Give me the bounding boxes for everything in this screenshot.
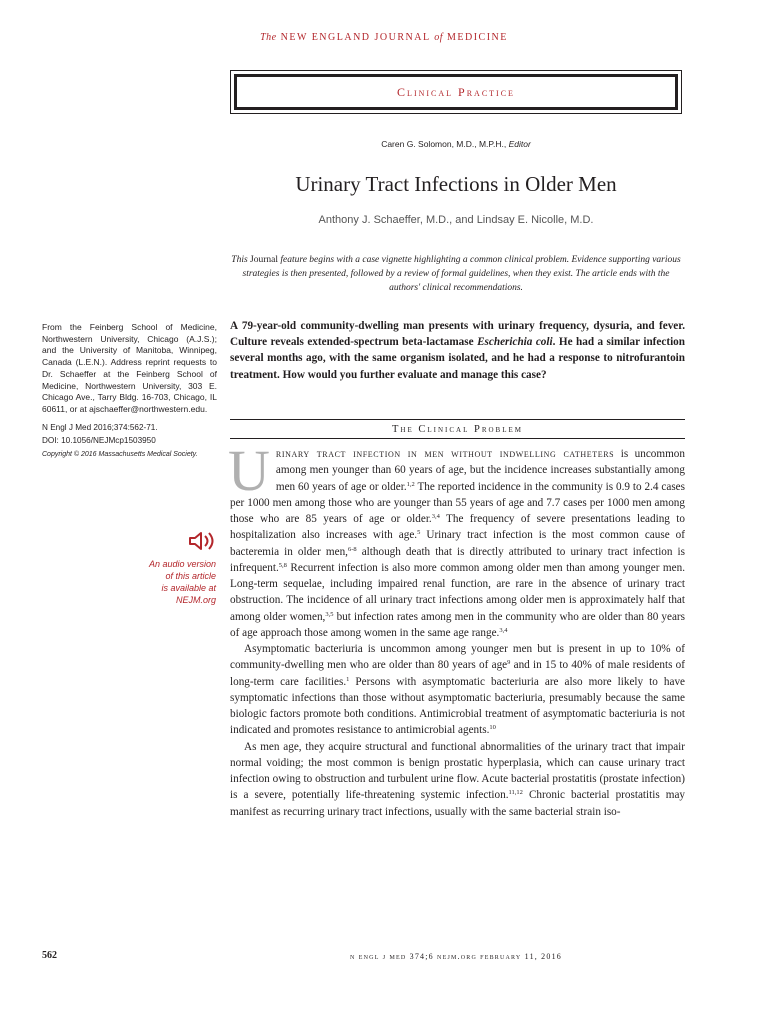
audio-version-link[interactable] xyxy=(110,558,216,606)
audio-text-line: NEJM.org xyxy=(175,595,216,605)
journal-header-the: The xyxy=(260,32,277,43)
body-paragraph xyxy=(230,641,685,739)
body-text: The reported incidence in the community is 0.9 to 2.4 cases per 1000 men among those who are younger than 55 years of age and 7.7 cases per 1000 men among those who are 85 years of age or older. xyxy=(230,480,685,525)
authors: Anthony J. Schaeffer, M.D., and Lindsay E. Nicolle, M.D. xyxy=(318,214,594,226)
doi-link[interactable]: DOI: 10.1056/NEJMcp1503950 xyxy=(42,436,156,446)
feature-note-journal: Journal xyxy=(250,255,278,265)
body-text: and in 15 to 40% of male residents of long-term care facilities. xyxy=(230,659,685,688)
body-text: although death that is directly attributed to urinary tract infection is infrequent. xyxy=(230,545,686,574)
body-text: The frequency of severe presentations leading to hospitalization also increases with age. xyxy=(230,513,685,542)
footer-citation: n engl j med 374;6 nejm.org february 11, 2016 xyxy=(350,952,562,961)
reference-superscript[interactable]: 1 xyxy=(346,675,350,683)
audio-text-line: is available at xyxy=(161,583,216,593)
copyright: Copyright © 2016 Massachusetts Medical Society. xyxy=(42,451,198,459)
journal-header-of: of xyxy=(434,32,443,43)
case-vignette-text: A 79-year-old community-dwelling man presents with urinary frequency, dysuria, and fever. Culture reveals extended-spectrum beta-lactamase xyxy=(230,320,685,349)
journal-header-medicine: MEDICINE xyxy=(447,32,508,43)
body-paragraph xyxy=(230,739,685,820)
section-label: Clinical Practice xyxy=(234,74,678,110)
journal-header-name: NEW ENGLAND JOURNAL xyxy=(280,32,431,43)
audio-text-line: An audio version xyxy=(148,559,216,569)
feature-note-rest: feature begins with a case vignette highlighting a common clinical problem. Evidence supporting various strategies is then presented, followed by a review of formal guidelines, when they exist. The article ends with the authors' clinical recommendations. xyxy=(242,255,681,293)
editor-name: Caren G. Solomon, M.D., M.P.H., xyxy=(381,139,509,149)
reference-superscript[interactable]: 1,2 xyxy=(406,480,415,488)
body-text: Persons with asymptomatic bacteriuria are also more likely to have symptomatic infections than those without asymptomatic bacteriuria, presumably because the same biologic factors promote both conditions. Antimicrobial treatment of asymptomatic bacteriuria is not indicated and promotes resistance to antimicrobial agents. xyxy=(230,675,686,737)
body-text: As men age, they acquire structural and functional abnormalities of the urinary tract that impair normal voiding; the most common is benign prostatic hyperplasia, which can cause urinary tract infection owing to obstruction and turbulent urine flow. Acute bacterial prostatitis (prostate infection) is a severe, potentially life-threatening systemic infection. xyxy=(230,740,685,802)
article-body xyxy=(228,438,686,820)
body-paragraph xyxy=(228,438,686,641)
journal-header xyxy=(0,32,768,43)
case-vignette xyxy=(230,318,685,383)
reference-superscript[interactable]: 5 xyxy=(417,529,421,537)
feature-note xyxy=(230,253,682,295)
body-text: Chronic bacterial prostatitis may manifest as recurring urinary tract infections, usually with the same bacterial strain iso- xyxy=(230,789,686,818)
audio-text-line: of this article xyxy=(165,571,216,581)
citation: N Engl J Med 2016;374:562-71. xyxy=(42,422,158,432)
article-title: Urinary Tract Infections in Older Men xyxy=(295,172,617,196)
drop-cap: U xyxy=(228,438,270,503)
editor-line xyxy=(230,139,682,149)
body-text: is uncommon among men younger than 60 years of age, but the incidence increases substantially among men 60 years of age or older. xyxy=(275,448,685,493)
body-text: but infection rates among men in the community who are older than 80 years of age approach those among women in the same age range. xyxy=(230,610,685,639)
section-heading: The Clinical Problem xyxy=(230,419,685,439)
body-text: Asymptomatic bacteriuria is uncommon among younger men but is present in up to 10% of community-dwelling men who are older than 80 years of age xyxy=(230,643,685,672)
reference-superscript[interactable]: 6-8 xyxy=(347,545,357,553)
sidebar xyxy=(42,322,217,461)
reference-superscript[interactable]: 3,4 xyxy=(431,513,440,520)
section-label-box xyxy=(230,70,682,114)
reference-superscript[interactable]: 9 xyxy=(507,659,511,667)
reference-superscript[interactable]: 10 xyxy=(489,724,496,732)
body-text: Urinary tract infection is the most common cause of bacteremia in older men, xyxy=(230,529,685,558)
page-number: 562 xyxy=(42,950,57,961)
editor-role: Editor xyxy=(508,139,531,149)
case-vignette-text: . He had a similar infection several months ago, with the same organism isolated, and he had a response to nitrofurantoin treatment. How would you further evaluate and manage this case? xyxy=(230,336,685,381)
audio-speaker-icon[interactable] xyxy=(188,531,216,551)
reference-superscript[interactable]: 3,4 xyxy=(499,626,508,634)
feature-note-this: This xyxy=(231,255,251,265)
reference-superscript[interactable]: 5,8 xyxy=(278,561,287,569)
lead-in-text: rinary tract infection in men without indwelling catheters xyxy=(275,448,615,460)
case-vignette-organism: Escherichia coli xyxy=(477,336,553,349)
author-affiliation: From the Feinberg School of Medicine, Northwestern University, Chicago (A.J.S.); and the University of Manitoba, Winnipeg, Canada (L.E.N.). Address reprint requests to Dr. Schaeffer at the Feinberg School of Medicine, Northwestern University, 303 E. Chicago Ave., Tarry Bldg. 16-703, Chicago, IL 60611, or at ajschaeffer@northwestern.edu. xyxy=(42,322,217,414)
reference-superscript[interactable]: 11,12 xyxy=(508,789,523,797)
body-text: Recurrent infection is also more common among older men than among younger men. Long-term sequelae, including impaired renal function, are rare in the absence of urinary tract obstruction. The incidence of all urinary tract infections among older men is approximately half that among older women, xyxy=(230,561,685,623)
reference-superscript[interactable]: 3,5 xyxy=(325,610,334,618)
